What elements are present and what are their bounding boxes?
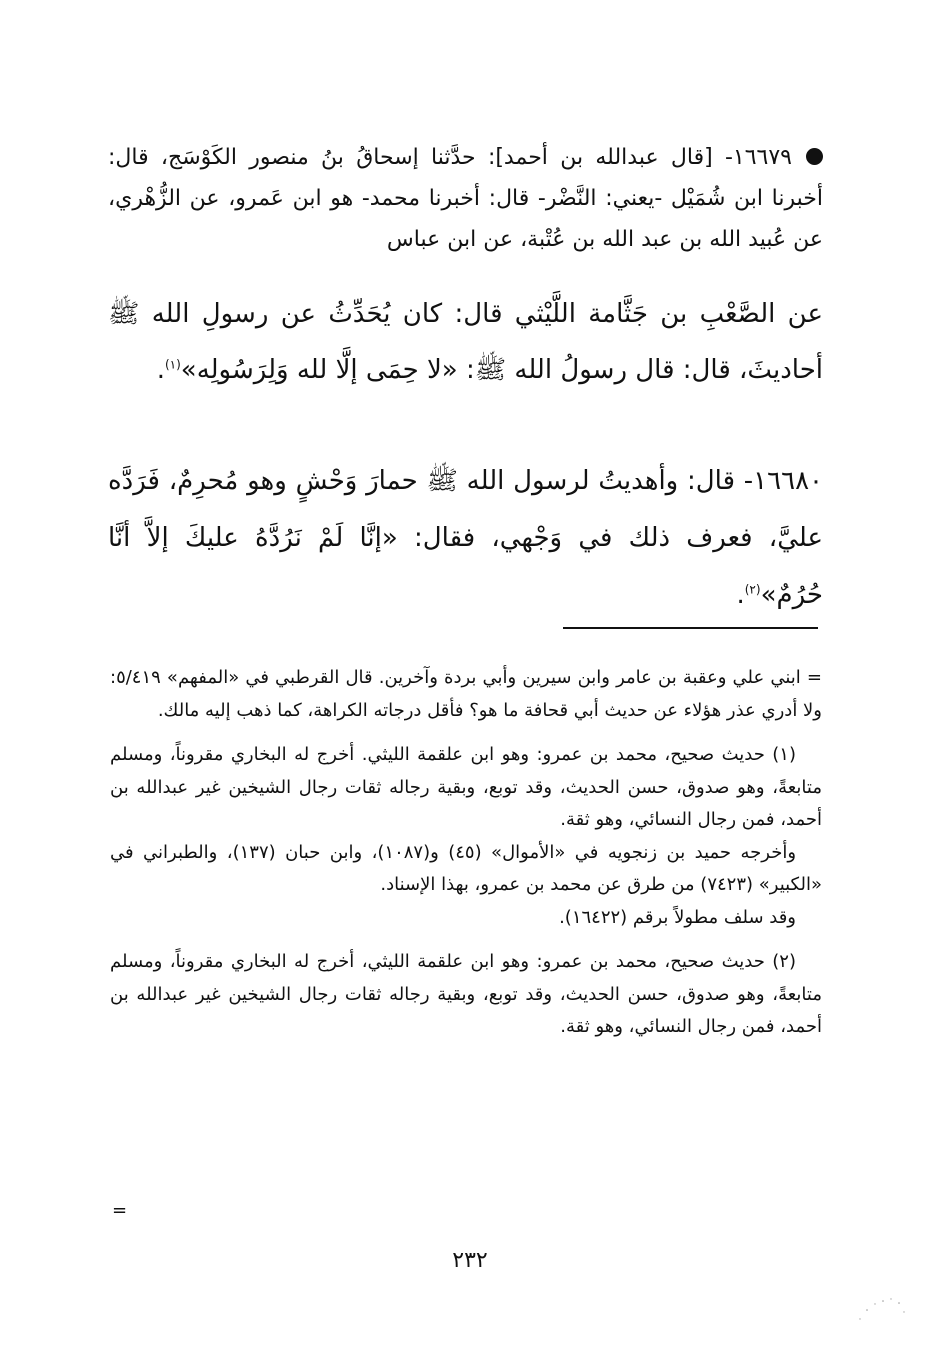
footnote-carryover-text: = ابني علي وعقبة بن عامر وابن سيرين وأبي بردة وآخرين. قال القرطبي في «المفهم» ٥/٤١٩: ولا أدري عذر هؤلاء عن حديث أبي قحافة ما هو؟ فأقل درجاته الكراهة، كما ذهب إليه مالك. (110, 667, 822, 721)
footnote-ref-1: (١) (164, 357, 181, 372)
continuation-mark: = (112, 1200, 128, 1221)
footnote-ref-2: (٢) (744, 582, 761, 597)
footnote-2 (110, 946, 822, 1044)
footnote-1 (110, 739, 822, 934)
footnote-carryover (110, 662, 822, 727)
hadith-16680: ١٦٦٨٠- قال: وأهديتُ لرسول الله ﷺ حمارَ وَحْشٍ وهو مُحرِمٌ، فَرَدَّه عليَّ، فعرف ذلك في وَجْهي، فقال: «إنَّا لَمْ نَرُدَّهُ عليكَ إلاَّ أنَّا حُرُمٌ»$^{(٢)}$. (108, 466, 823, 610)
hadith-16679-isnad-text: ١٦٦٧٩- [قال عبدالله بن أحمد]: حدَّثنا إسحاقُ بنُ منصور الكَوْسَج، قال: أخبرنا ابن شُمَيْل -يعني: النَّضْر- قال: أخبرنا محمد- هو ابن عَمرو، عن الزُّهْري، عن عُبيد الله بن عبد الله بن عُتْبة، عن ابن عباس (108, 145, 823, 252)
footnote-1-para-2: وأخرجه حميد بن زنجويه في «الأموال» (٤٥) و(١٠٨٧)، وابن حبان (١٣٧)، والطبراني في «الكبير» (٧٤٢٣) من طرق عن محمد بن عمرو، بهذا الإسناد. (110, 841, 822, 895)
footnotes-section (110, 662, 822, 1056)
footnote-1-para-1: (١) حديث صحيح، محمد بن عمرو: وهو ابن علقمة الليثي. أخرج له البخاري مقروناً، ومسلم متابعةً، وهو صدوق، حسن الحديث، وقد توبع، وبقية رجاله ثقات رجال الشيخين غير عبدالله بن أحمد، فمن رجال النسائي، وهو ثقة. (110, 744, 822, 830)
hadith-16680-text: ١٦٦٨٠- قال: وأهديتُ لرسول الله ﷺ حمارَ وَحْشٍ وهو مُحرِمٌ، فَرَدَّه عليَّ، فعرف ذلك في وَجْهي، فقال: «إنَّا لَمْ نَرُدَّهُ عليكَ إلاَّ أنَّا حُرُمٌ» (108, 466, 823, 610)
footnote-separator-rule (563, 627, 818, 629)
page-number: ٢٣٢ (452, 1248, 488, 1273)
hadith-16679-matn: عن الصَّعْبِ بن جَثَّامة اللَّيْثي قال: كان يُحَدِّثُ عن رسولِ الله ﷺ أحاديثَ، قال: قال رسولُ الله ﷺ: «لا حِمَى إلَّا لله وَلِرَسُولِه»$^{(١)}$. (108, 299, 823, 385)
hadith-bullet-icon (806, 148, 823, 165)
footnote-1-para-3: وقد سلف مطولاً برقم (١٦٤٢٢). (559, 906, 796, 928)
footnote-2-para-1: (٢) حديث صحيح، محمد بن عمرو: وهو ابن علقمة الليثي، أخرج له البخاري مقروناً، ومسلم متابعةً، وهو صدوق، حسن الحديث، وقد توبع، وبقية رجاله ثقات رجال الشيخين غير عبدالله بن أحمد، فمن رجال النسائي، وهو ثقة. (110, 951, 822, 1037)
hadith-16679-isnad (108, 137, 823, 260)
hadith-16679-matn-text: عن الصَّعْبِ بن جَثَّامة اللَّيْثي قال: كان يُحَدِّثُ عن رسولِ الله ﷺ أحاديثَ، قال: قال رسولُ الله ﷺ: «لا حِمَى إلَّا لله وَلِرَسُولِه» (108, 299, 823, 385)
scan-specks-decoration (855, 1290, 915, 1330)
